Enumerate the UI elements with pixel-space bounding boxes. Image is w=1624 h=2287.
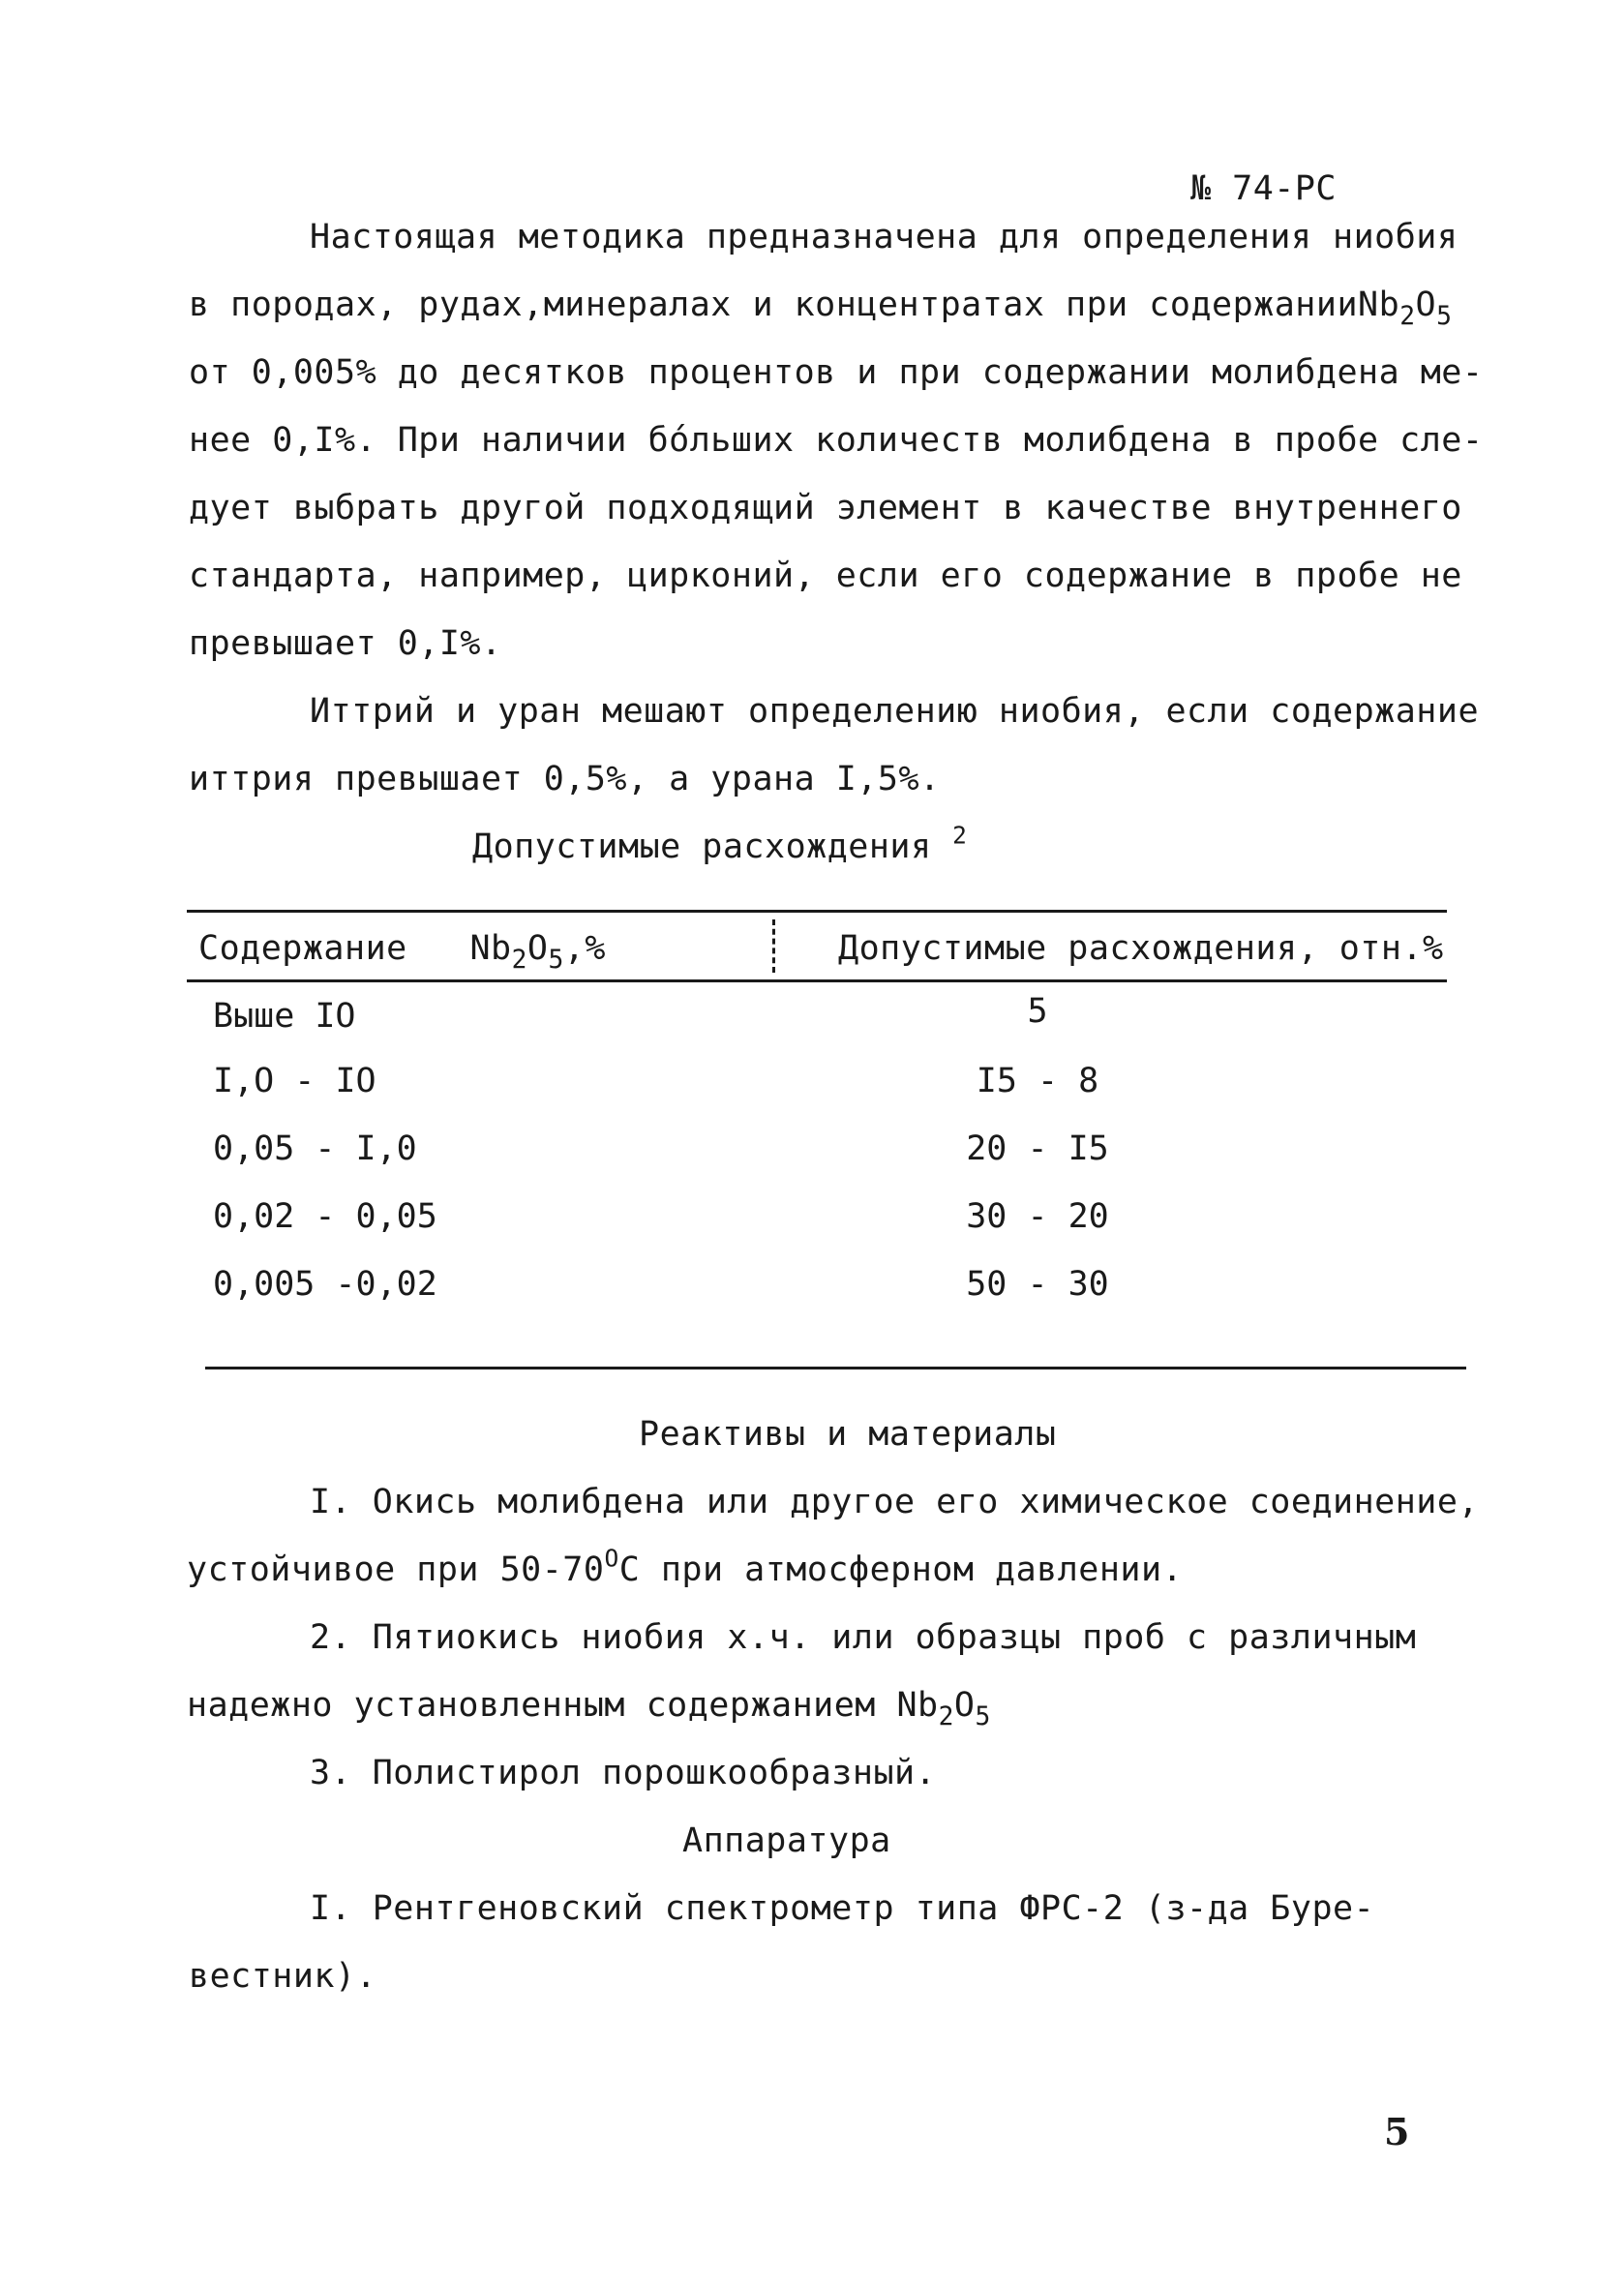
interference-line-2: иттрия превышает 0,5%, а урана I,5%. [189, 760, 941, 798]
reagent-item-2-line-2: надежно установленным содержанием $Nb_2O_5$ [187, 1686, 991, 1732]
apparatus-item-1-line-1: I. Рентгеновский спектрометр типа ФРС-2 (з-да Буре- [310, 1889, 1375, 1928]
intro-line-7: превышает 0,I%. [189, 624, 502, 663]
reagents-heading: Реактивы и материалы [639, 1415, 1057, 1454]
intro-line-4: нее 0,I%. При наличии бо́льших количеств молибдена в пробе сле- [189, 421, 1484, 460]
table-row-3-tolerance: 20 - I5 [966, 1129, 1109, 1168]
reagent-item-3: 3. Полистирол порошкообразный. [310, 1754, 937, 1792]
intro-line-2 [189, 286, 1453, 332]
table-top-rule [187, 910, 1447, 913]
intro-line-6: стандарта, например, цирконий, если его содержание в пробе не [189, 557, 1462, 595]
document-number: № 74-РС [1190, 169, 1338, 208]
apparatus-heading: Аппаратура [682, 1821, 891, 1860]
table-header-rule [187, 979, 1447, 982]
page-number: 5 [1384, 2110, 1410, 2153]
table-bottom-rule [205, 1367, 1466, 1369]
intro-line-5: дует выбрать другой подходящий элемент в качестве внутреннего [189, 489, 1462, 527]
nb2o5-formula: $Nb_2O_5$ [469, 929, 564, 976]
table-row-2-tolerance: I5 - 8 [976, 1062, 1099, 1100]
table-row-4-tolerance: 30 - 20 [966, 1197, 1109, 1236]
table-row-1-tolerance: 5 [1027, 992, 1048, 1031]
table-row-1-content: Выше IO [213, 997, 356, 1036]
table-row-5-content: 0,005 -0,02 [213, 1265, 437, 1304]
table-row-3-content: 0,05 - I,0 [213, 1129, 417, 1168]
table-row-5-tolerance: 50 - 30 [966, 1265, 1109, 1304]
reagent-item-1-line-1: I. Окись молибдена или другое его химическое соединение, [310, 1483, 1480, 1521]
footnote-marker: 2 [952, 821, 968, 850]
intro-line-1: Настоящая методика предназначена для определения ниобия [310, 218, 1459, 256]
table-row-4-content: 0,02 - 0,05 [213, 1197, 437, 1236]
intro-line-2-text: в породах, рудах,минералах и концентратах при содержании [189, 286, 1359, 324]
table-header-content: Содержание $Nb_2O_5,\%$ [198, 929, 606, 976]
reagent-item-2-line-1: 2. Пятиокись ниобия х.ч. или образцы проб с различным [310, 1618, 1417, 1657]
intro-line-3: от 0,005% до десятков процентов и при содержании молибдена ме- [189, 353, 1484, 392]
nb2o5-formula: $Nb_2O_5$ [896, 1686, 991, 1732]
table-caption: Допустимые расхождения $^2$ [472, 821, 968, 866]
nb2o5-formula: $Nb_2O_5$ [1358, 286, 1453, 332]
interference-line-1: Иттрий и уран мешают определению ниобия, если содержание [310, 692, 1480, 731]
apparatus-item-1-line-2: вестник). [189, 1957, 377, 1996]
degree-mark: O [604, 1544, 619, 1573]
table-header-tolerance: Допустимые расхождения, отн.% [838, 929, 1444, 968]
table-column-divider [772, 919, 775, 973]
reagent-item-1-line-2: устойчивое при $50-70^OC$ при атмосферном давлении. [187, 1544, 1184, 1589]
table-row-2-content: I,O - IO [213, 1062, 376, 1100]
